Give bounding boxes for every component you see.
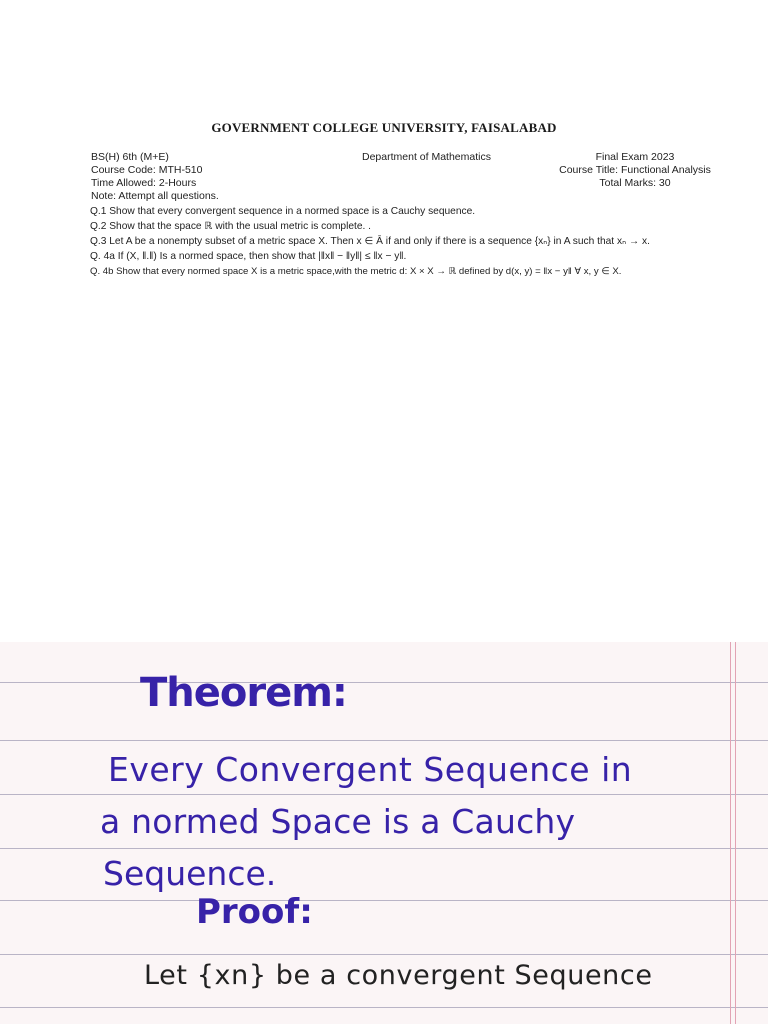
ruled-line xyxy=(0,900,768,901)
margin-line xyxy=(730,642,731,1024)
question-label: Q.1 xyxy=(90,206,107,217)
notebook-page xyxy=(0,642,768,1024)
time-allowed: Time Allowed: 2-Hours xyxy=(91,177,197,189)
university-title: GOVERNMENT COLLEGE UNIVERSITY, FAISALABAD xyxy=(211,120,557,135)
question-label: Q.3 xyxy=(90,236,107,247)
theorem-heading: Theorem: xyxy=(140,670,347,716)
question-item xyxy=(90,249,760,264)
header-left xyxy=(91,151,202,190)
theorem-line-2: a normed Space is a Cauchy xyxy=(100,802,576,841)
margin-line xyxy=(735,642,736,1024)
question-item xyxy=(90,204,760,219)
question-text: Show that every convergent sequence in a normed space is a Cauchy sequence. xyxy=(109,206,476,217)
question-item xyxy=(90,219,760,234)
program-label: BS(H) 6th (M+E) xyxy=(91,151,169,163)
ruled-line xyxy=(0,848,768,849)
header-right xyxy=(540,151,730,190)
question-item xyxy=(90,264,760,279)
course-code: Course Code: MTH-510 xyxy=(91,164,203,176)
question-label: Q. 4a xyxy=(90,251,115,262)
header-middle xyxy=(362,151,491,164)
question-label: Q. 4b xyxy=(90,266,114,277)
total-marks: Total Marks: 30 xyxy=(599,177,671,189)
exam-name: Final Exam 2023 xyxy=(595,151,675,163)
exam-paper xyxy=(0,0,768,330)
question-text: Show that every normed space X is a metric space,with the metric d: X × X → ℝ defined by d(x, y) = ‖x − y‖ ∀ x, y ∈ X. xyxy=(116,266,622,277)
course-title: Course Title: Functional Analysis xyxy=(559,164,711,176)
ruled-line xyxy=(0,740,768,741)
proof-line-1: Let {xn} be a convergent Sequence xyxy=(144,960,653,991)
question-text: If (X, ‖.‖) Is a normed space, then show that |‖x‖ − ‖y‖| ≤ ‖x − y‖. xyxy=(117,251,407,262)
question-text: Let A be a nonempty subset of a metric space X. Then x ∈ Ā if and only if there is a sequence {xₙ} in A such that xₙ → x. xyxy=(109,236,650,247)
ruled-line xyxy=(0,954,768,955)
question-label: Q.2 xyxy=(90,221,107,232)
question-item xyxy=(90,234,760,249)
theorem-line-3: Sequence. xyxy=(103,854,277,893)
question-list xyxy=(90,204,760,279)
question-text: Show that the space ℝ with the usual metric is complete. . xyxy=(109,221,372,232)
proof-heading: Proof: xyxy=(196,892,313,932)
ruled-line xyxy=(0,794,768,795)
ruled-line xyxy=(0,1007,768,1008)
department-label: Department of Mathematics xyxy=(362,151,491,163)
theorem-line-1: Every Convergent Sequence in xyxy=(108,750,633,789)
ruled-line xyxy=(0,682,768,683)
exam-note: Note: Attempt all questions. xyxy=(91,190,219,202)
